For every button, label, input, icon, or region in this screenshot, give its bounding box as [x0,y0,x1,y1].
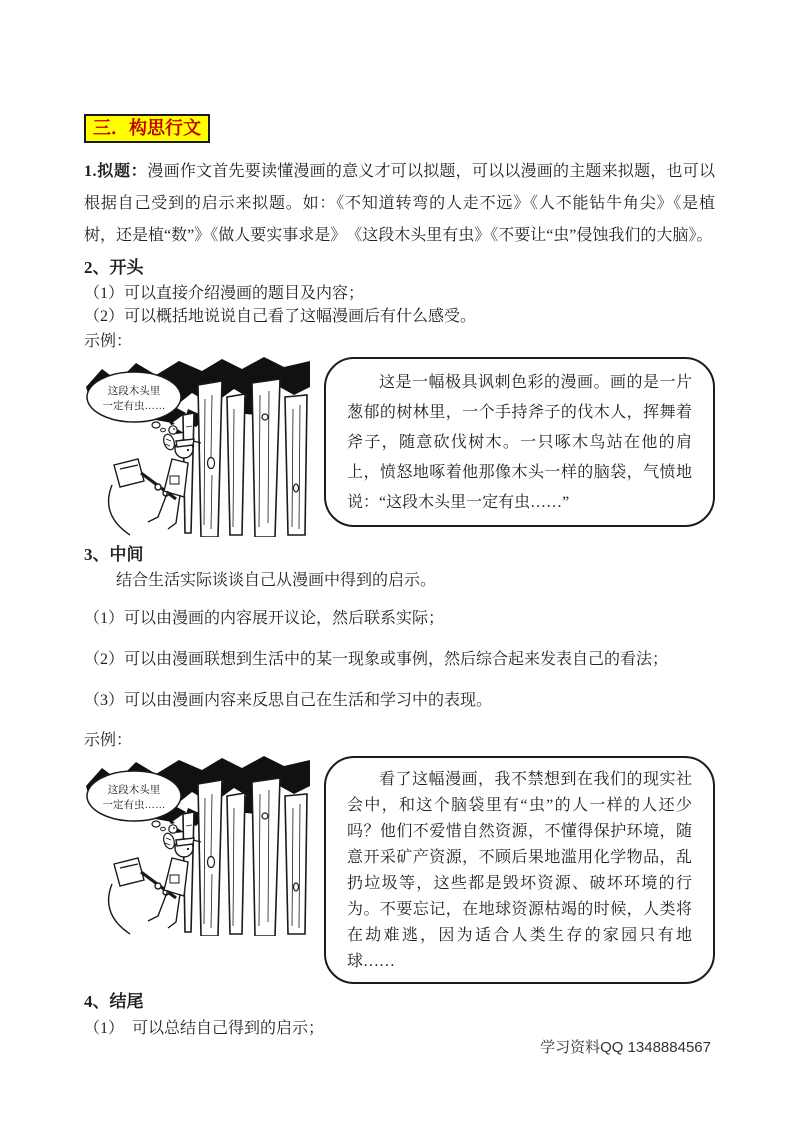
section-title-highlight: 三．构思行文 [84,114,210,143]
tree-trunks-icon [183,379,307,537]
heading-opening: 2、开头 [84,258,144,277]
example-label-2: 示例： [84,732,133,749]
middle-intro: 结合生活实际谈谈自己从漫画中得到的启示。 [116,572,437,589]
titling-paragraph-label: 1.拟题： [84,163,148,180]
bubble-text-line1: 这段木头里 [107,784,161,796]
titling-paragraph [84,156,715,252]
middle-item-1: （1）可以由漫画的内容展开议论，然后联系实际； [84,610,445,627]
opening-item-2: （2）可以概括地说说自己看了这幅漫画后有什么感受。 [84,308,477,325]
bubble-text-line2: 一定有虫…… [102,400,166,412]
example-row-1 [84,357,715,537]
example-row-2 [84,756,715,984]
speech-bubble [87,771,181,831]
example-label-1: 示例： [84,333,133,350]
example-text-2: 看了这幅漫画，我不禁想到在我们的现实社会中，和这个脑袋里有“虫”的人一样的人还少吗？他们不爱惜自然资源，不懂得保护环境，随意开采矿产资源，不顾后果地滥用化学物品，乱扔垃圾等，这些都是毁坏资源、破坏环境的行为。不要忘记，在地球资源枯竭的时候，人类将在劫难逃，因为适合人类生存的家园只有地球…… [347,771,692,970]
speech-bubble [87,372,181,432]
bubble-text-line2: 一定有虫…… [102,799,166,811]
middle-item-3: （3）可以由漫画内容来反思自己在生活和学习中的表现。 [84,692,493,709]
bubble-text-line1: 这段木头里 [107,385,161,397]
cartoon-illustration-1 [84,357,310,537]
ending-item-1: （1） 可以总结自己得到的启示； [84,1020,325,1037]
example-textbox-2 [324,756,715,984]
opening-item-1: （1）可以直接介绍漫画的题目及内容； [84,285,365,302]
cartoon-illustration-2 [84,756,310,936]
example-textbox-1 [324,357,715,527]
titling-paragraph-body: 漫画作文首先要读懂漫画的意义才可以拟题，可以以漫画的主题来拟题，也可以根据自己受到的启示来拟题。如：《不知道转弯的人走不远》《人不能钻牛角尖》《是植树，还是植“数”》《做人要实事求是》 《这段木头里有虫》《不要让“虫”侵蚀我们的大脑》。 [84,163,715,244]
middle-item-2: （2）可以由漫画联想到生活中的某一现象或事例，然后综合起来发表自己的看法； [84,651,669,668]
heading-ending: 4、结尾 [84,992,144,1011]
example-text-1: 这是一幅极具讽刺色彩的漫画。画的是一片葱郁的树林里，一个手持斧子的伐木人，挥舞着斧子，随意砍伐树木。一只啄木鸟站在他的肩上，愤怒地啄着他那像木头一样的脑袋，气愤地说：“这段木头里一定有虫……” [347,374,692,511]
heading-middle: 3、中间 [84,545,144,564]
footer-contact: 学习资料QQ 1348884567 [540,1039,711,1056]
tree-trunks-icon [183,778,307,936]
